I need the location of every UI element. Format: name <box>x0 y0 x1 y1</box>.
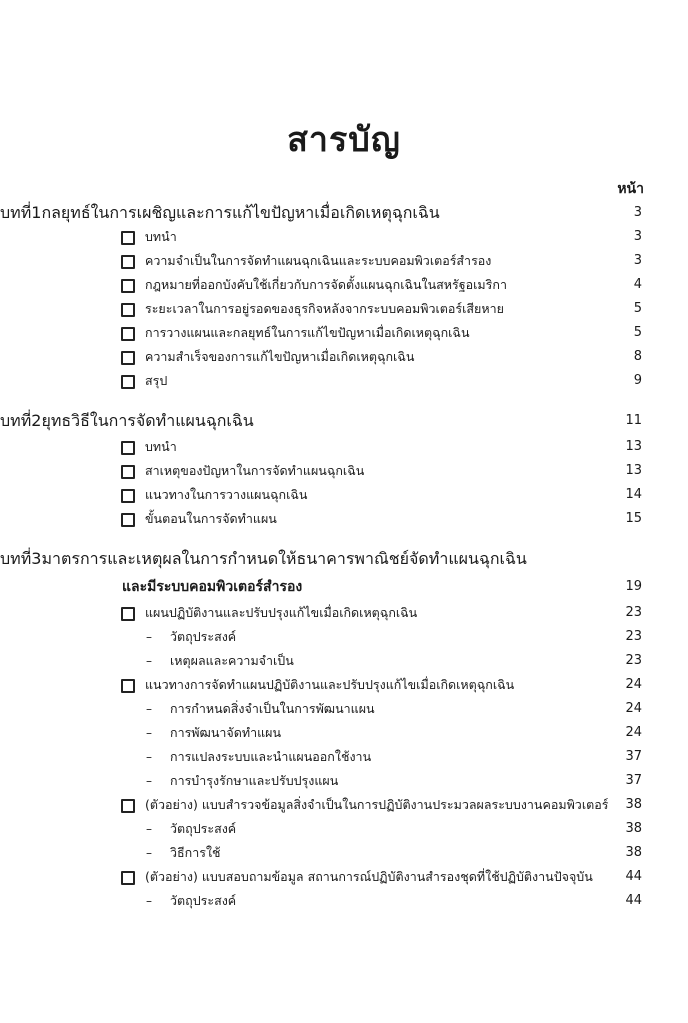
checkbox-bullet-icon <box>121 231 135 245</box>
entry-text: (ตัวอย่าง) แบบสอบถามข้อมูล สถานการณ์ปฏิบัติงานสำรองชุดที่ใช้ปฏิบัติงานปัจจุบัน <box>145 869 593 884</box>
page-number: 37 <box>625 749 642 764</box>
toc-entry-item <box>0 436 688 458</box>
entry-text: การบำรุงรักษาและปรับปรุงแผน <box>170 773 339 788</box>
entry-text: วิธีการใช้ <box>170 845 221 860</box>
entry-text: สาเหตุของปัญหาในการจัดทำแผนฉุกเฉิน <box>145 463 365 478</box>
checkbox-bullet-icon <box>121 489 135 503</box>
entry-text: การแปลงระบบและนำแผนออกใช้งาน <box>170 749 372 764</box>
checkbox-bullet-icon <box>121 303 135 317</box>
page-number: 3 <box>633 253 642 268</box>
page-number: 38 <box>625 821 642 836</box>
toc-entry-chapter <box>0 548 688 570</box>
chapter-number: 1 <box>31 203 42 222</box>
checkbox-bullet-icon <box>121 607 135 621</box>
page-number: 3 <box>633 205 642 220</box>
toc-entry-sub <box>0 770 688 792</box>
page-title: สารบัญ <box>287 120 401 160</box>
page-number: 5 <box>633 325 642 340</box>
entry-text: และมีระบบคอมพิวเตอร์สำรอง <box>122 579 303 595</box>
page-number: 14 <box>625 487 642 502</box>
dash-bullet-icon: – <box>146 774 152 788</box>
page-number: 23 <box>625 629 642 644</box>
page-number: 24 <box>625 677 642 692</box>
entry-text: ความสำเร็จของการแก้ไขปัญหาเมื่อเกิดเหตุฉุกเฉิน <box>145 349 415 364</box>
toc-entry-cont <box>0 576 688 598</box>
entry-text: วัตถุประสงค์ <box>170 629 237 644</box>
page-number: 9 <box>633 373 642 388</box>
toc-entry-item <box>0 866 688 888</box>
page-number: 38 <box>625 797 642 812</box>
dash-bullet-icon: – <box>146 750 152 764</box>
entry-text: บทนำ <box>145 439 177 454</box>
page-number: 15 <box>625 511 642 526</box>
checkbox-bullet-icon <box>121 799 135 813</box>
chapter-label: บทที่ <box>0 203 32 222</box>
toc-entry-chapter <box>0 202 688 224</box>
page-number: 24 <box>625 701 642 716</box>
toc-entry-item <box>0 508 688 530</box>
entry-text: แผนปฏิบัติงานและปรับปรุงแก้ไขเมื่อเกิดเหตุฉุกเฉิน <box>145 605 418 620</box>
entry-text: แนวทางการจัดทำแผนปฏิบัติงานและปรับปรุงแก้ไขเมื่อเกิดเหตุฉุกเฉิน <box>145 677 515 692</box>
entry-text: เหตุผลและความจำเป็น <box>170 653 294 668</box>
checkbox-bullet-icon <box>121 871 135 885</box>
toc-entry-sub <box>0 818 688 840</box>
page-number: 8 <box>633 349 642 364</box>
checkbox-bullet-icon <box>121 279 135 293</box>
page-number: 3 <box>633 229 642 244</box>
entry-text: แนวทางในการวางแผนฉุกเฉิน <box>145 487 308 502</box>
toc-entry-item <box>0 250 688 272</box>
chapter-number: 3 <box>31 549 42 568</box>
entry-text: วัตถุประสงค์ <box>170 893 237 908</box>
entry-text: การกำหนดสิ่งจำเป็นในการพัฒนาแผน <box>170 701 375 716</box>
entry-text: (ตัวอย่าง) แบบสำรวจข้อมูลสิ่งจำเป็นในการปฏิบัติงานประมวลผลระบบงานคอมพิวเตอร์ <box>145 797 609 812</box>
entry-text: ขั้นตอนในการจัดทำแผน <box>145 511 277 526</box>
toc-entry-item <box>0 602 688 624</box>
dash-bullet-icon: – <box>146 894 152 908</box>
entry-text: บทนำ <box>145 229 177 244</box>
dash-bullet-icon: – <box>146 822 152 836</box>
toc-entry-item <box>0 346 688 368</box>
toc-entry-item <box>0 322 688 344</box>
page-number: 24 <box>625 725 642 740</box>
checkbox-bullet-icon <box>121 441 135 455</box>
page-number: 11 <box>625 413 642 428</box>
page-number: 38 <box>625 845 642 860</box>
toc-entry-item <box>0 298 688 320</box>
entry-text: มาตรการและเหตุผลในการกำหนดให้ธนาคารพาณิชย์จัดทำแผนฉุกเฉิน <box>41 549 527 568</box>
page-number: 19 <box>625 579 642 594</box>
checkbox-bullet-icon <box>121 513 135 527</box>
entry-text: ระยะเวลาในการอยู่รอดของธุรกิจหลังจากระบบคอมพิวเตอร์เสียหาย <box>145 301 504 316</box>
page-number: 4 <box>633 277 642 292</box>
page-number: 44 <box>625 869 642 884</box>
toc-entry-item <box>0 794 688 816</box>
toc-entry-sub <box>0 890 688 912</box>
dash-bullet-icon: – <box>146 702 152 716</box>
checkbox-bullet-icon <box>121 465 135 479</box>
page-number: 13 <box>625 463 642 478</box>
entry-text: ยุทธวิธีในการจัดทำแผนฉุกเฉิน <box>41 411 254 430</box>
page-number: 44 <box>625 893 642 908</box>
page-number: 13 <box>625 439 642 454</box>
toc-entry-item <box>0 226 688 248</box>
page-number: 5 <box>633 301 642 316</box>
toc-entry-item <box>0 370 688 392</box>
checkbox-bullet-icon <box>121 679 135 693</box>
toc-entry-chapter <box>0 410 688 432</box>
toc-entry-sub <box>0 746 688 768</box>
checkbox-bullet-icon <box>121 327 135 341</box>
toc-entry-sub <box>0 698 688 720</box>
entry-text: กลยุทธ์ในการเผชิญและการแก้ไขปัญหาเมื่อเกิดเหตุฉุกเฉิน <box>41 203 440 222</box>
toc-entry-item <box>0 460 688 482</box>
toc-entry-item <box>0 274 688 296</box>
page-number: 23 <box>625 653 642 668</box>
entry-text: การวางแผนและกลยุทธ์ในการแก้ไขปัญหาเมื่อเกิดเหตุฉุกเฉิน <box>145 325 470 340</box>
toc-entry-sub <box>0 626 688 648</box>
toc-entry-item <box>0 674 688 696</box>
entry-text: วัตถุประสงค์ <box>170 821 237 836</box>
chapter-label: บทที่ <box>0 411 32 430</box>
toc-entry-sub <box>0 650 688 672</box>
entry-text: กฎหมายที่ออกบังคับใช้เกี่ยวกับการจัดตั้งแผนฉุกเฉินในสหรัฐอเมริกา <box>145 277 507 292</box>
dash-bullet-icon: – <box>146 630 152 644</box>
dash-bullet-icon: – <box>146 654 152 668</box>
toc-entry-sub <box>0 722 688 744</box>
entry-text: ความจำเป็นในการจัดทำแผนฉุกเฉินและระบบคอมพิวเตอร์สำรอง <box>145 253 492 268</box>
dash-bullet-icon: – <box>146 846 152 860</box>
entry-text: การพัฒนาจัดทำแผน <box>170 725 282 740</box>
entry-text: สรุป <box>145 373 168 388</box>
toc-entry-item <box>0 484 688 506</box>
page-column-header: หน้า <box>617 181 644 197</box>
toc-entry-sub <box>0 842 688 864</box>
chapter-label: บทที่ <box>0 549 32 568</box>
checkbox-bullet-icon <box>121 375 135 389</box>
checkbox-bullet-icon <box>121 255 135 269</box>
page-number: 23 <box>625 605 642 620</box>
chapter-number: 2 <box>31 411 42 430</box>
page-number: 37 <box>625 773 642 788</box>
checkbox-bullet-icon <box>121 351 135 365</box>
dash-bullet-icon: – <box>146 726 152 740</box>
